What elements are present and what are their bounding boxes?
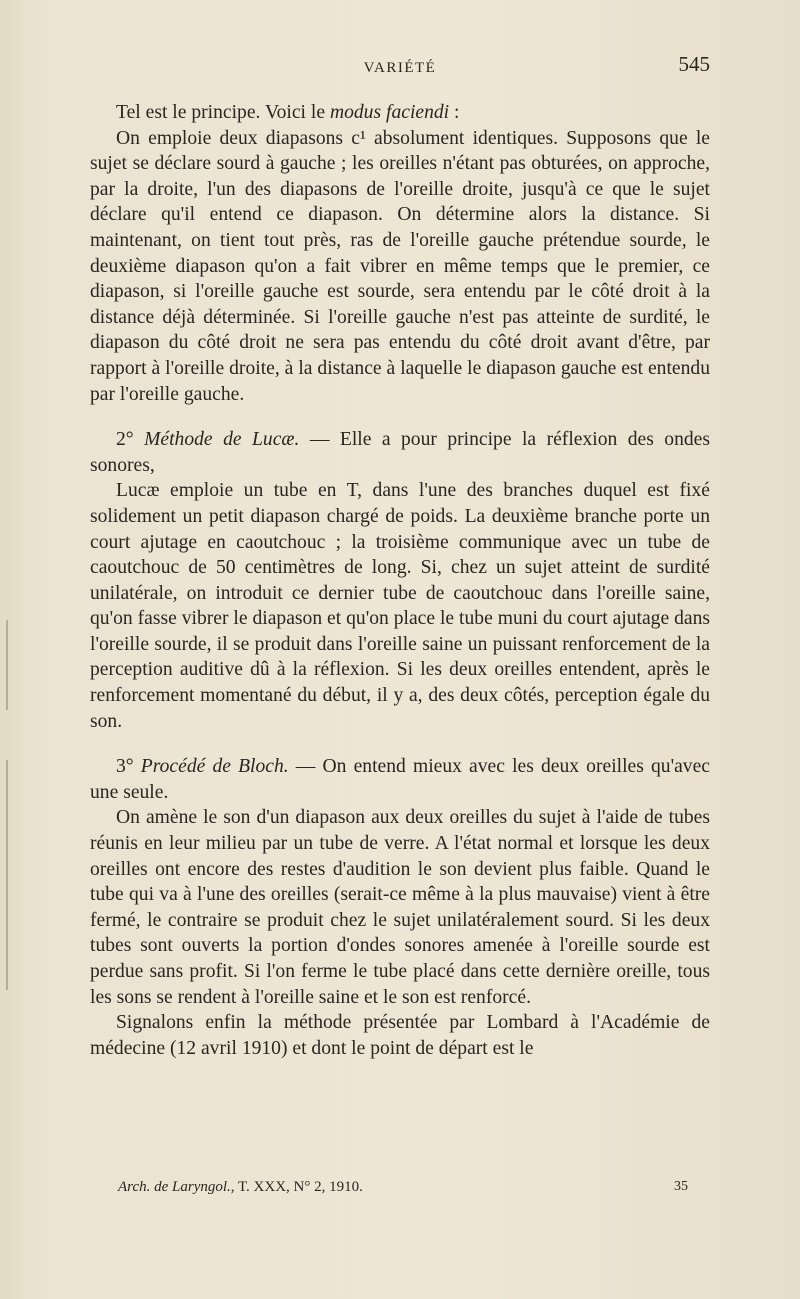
page-footer <box>118 1179 688 1203</box>
journal-title: Arch. de Laryngol., <box>118 1179 235 1195</box>
margin-mark <box>6 760 8 990</box>
paragraph-text: — On entend mieux avec les deux oreilles qu'avec une seule. <box>90 756 710 803</box>
paragraph <box>90 100 710 126</box>
section-title: Procédé de Bloch. <box>140 756 289 778</box>
paragraph-text: Lucæ emploie un tube en T, dans l'une des branches duquel est fixé solidement un petit diapason chargé de poids. La deuxième branche porte un court ajutage en caoutchouc ; la troisième communique avec un tube de caoutchouc de 50 centimètres de long. Si, chez un sujet atteint de surdité unilatérale, on introduit ce dernier tube de caoutchouc dans l'oreille saine, qu'on fasse vibrer le diapason et qu'on place le tube muni du court ajutage dans l'oreille sourde, il se produit dans l'oreille saine un puissant renforcement de la perception auditive dû à la réflexion. Si les deux oreilles entendent, après le renforcement momentané du début, il y a, des deux côtés, perception égale du son. <box>90 480 710 732</box>
journal-reference <box>118 1179 363 1196</box>
body-text <box>90 100 710 1061</box>
paragraph-text: On emploie deux diapasons c¹ absolument identiques. Supposons que le sujet se déclare sourd à gauche ; les oreilles n'étant pas obturées, on approche, par la droite, l'un des diapasons de l'oreille droite, jusqu'à ce que le sujet déclare qu'il entend ce diapason. On détermine alors la distance. Si maintenant, on tient tout près, ras de l'oreille gauche prétendue sourde, le deuxième diapason qu'on a fait vibrer en même temps que le premier, ce diapason, si l'oreille gauche est sourde, sera entendu par le côté droit à la distance déjà déterminée. Si l'oreille gauche n'est pas atteinte de surdité, le diapason du côté droit ne sera pas entendu du côté droit avant d'être, par rapport à l'oreille droite, à la distance à laquelle le diapason gauche est entendu par l'oreille gauche. <box>90 127 710 405</box>
paragraph <box>90 805 710 1010</box>
paragraph-text: — Elle a pour principe la réflexion des ondes sonores, <box>90 429 711 476</box>
italic-term: modus faciendi <box>329 102 450 123</box>
running-head: VARIÉTÉ <box>363 60 437 76</box>
margin-mark <box>6 620 8 710</box>
page-number: 545 <box>678 52 710 76</box>
signature-mark: 35 <box>674 1179 688 1194</box>
paragraph-text: Tel est le principe. Voici le <box>116 102 330 123</box>
journal-details: T. XXX, N° 2, 1910. <box>234 1179 363 1195</box>
section-heading-paragraph <box>90 427 710 478</box>
paragraph-text: On amène le son d'un diapason aux deux oreilles du sujet à l'aide de tubes réunis en leur milieu par un tube de verre. A l'état normal et lorsque les deux oreilles ont encore des restes d'audition le son devient plus faible. Quand le tube qui va à l'une des oreilles (serait-ce même à la plus mauvaise) vient à être fermé, le contraire se produit chez le sujet unilatéralement sourd. Si les deux tubes sont ouverts la portion d'ondes sonores amenée à l'oreille sourde est perdue sans profit. Si l'on ferme le tube placé dans cette dernière oreille, tous les sons se rendent à l'oreille saine et le son est renforcé. <box>90 807 710 1008</box>
paragraph-text: : <box>449 102 460 123</box>
paragraph <box>90 1010 710 1061</box>
section-heading-paragraph <box>90 754 710 805</box>
section-title: Méthode de Lucæ. <box>144 429 300 451</box>
section-number: 3° <box>116 756 141 778</box>
section-number: 2° <box>116 429 145 451</box>
paragraph <box>90 126 710 408</box>
paragraph <box>90 478 710 734</box>
page-header <box>90 52 710 82</box>
paragraph-text: Signalons enfin la méthode présentée par Lombard à l'Académie de médecine (12 avril 1910) et dont le point de départ est le <box>90 1012 710 1059</box>
